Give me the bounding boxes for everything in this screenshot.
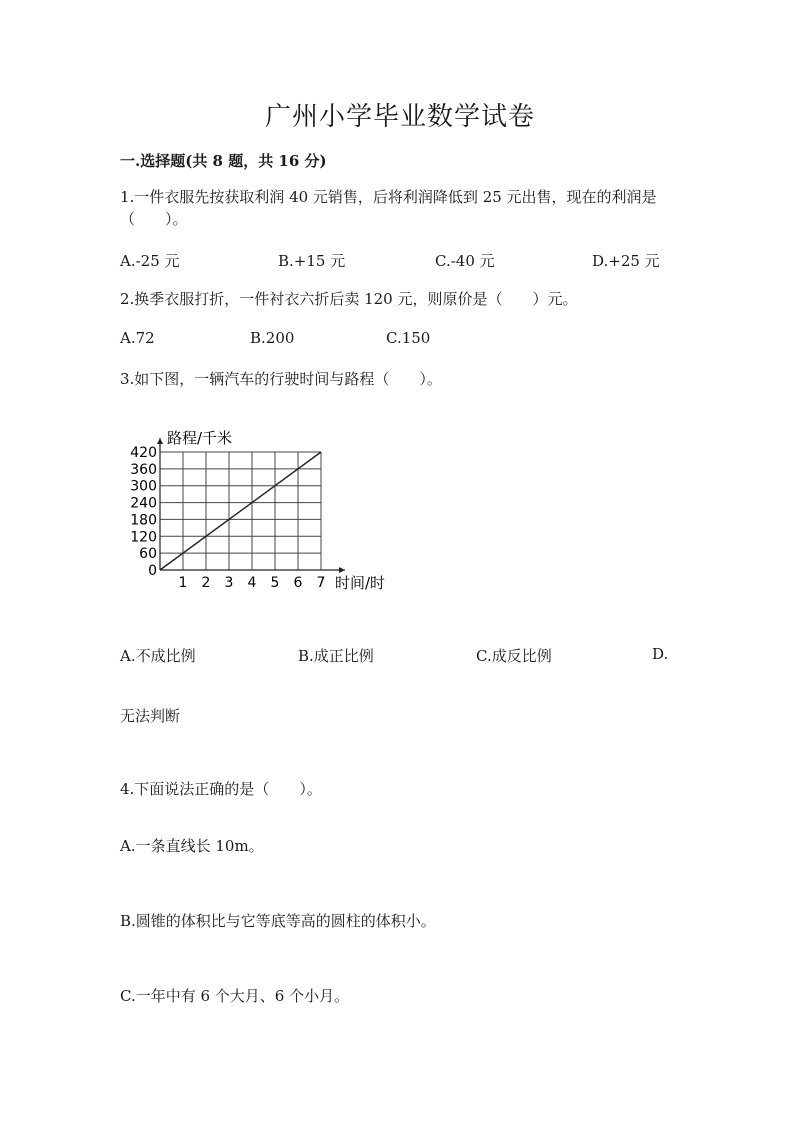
- x-tick-label: 3: [224, 575, 234, 591]
- q3-option-d-text: 无法判断: [120, 707, 181, 725]
- y-tick-label: 360: [130, 461, 157, 478]
- x-tick-label: 5: [270, 575, 280, 591]
- q3-option-b[interactable]: B.成正比例: [298, 647, 374, 665]
- x-tick-label: 4: [247, 575, 257, 591]
- q3-option-d[interactable]: D.: [652, 645, 669, 663]
- x-tick-label: 2: [201, 575, 211, 591]
- x-tick-label: 6: [293, 575, 303, 591]
- y-axis-arrow: [157, 438, 163, 444]
- q3-option-c[interactable]: C.成反比例: [476, 647, 552, 665]
- q4-option-c[interactable]: C.一年中有 6 个大月、6 个小月。: [120, 987, 350, 1005]
- q4-option-b[interactable]: B.圆锥的体积比与它等底等高的圆柱的体积小。: [120, 912, 436, 930]
- q1-option-a[interactable]: A.-25 元: [120, 252, 180, 270]
- y-tick-label: 60: [139, 546, 157, 563]
- y-tick-label: 120: [130, 529, 157, 546]
- y-tick-label: 300: [130, 478, 157, 495]
- x-axis-arrow: [339, 567, 345, 573]
- question-1: 1.一件衣服先按获取利润 40 元销售，后将利润降低到 25 元出售，现在的利润是（ ）。: [120, 188, 657, 228]
- section-heading: 一.选择题(共 8 题，共 16 分): [120, 152, 327, 170]
- y-tick-label: 180: [130, 512, 157, 529]
- y-tick-label: 240: [130, 495, 157, 512]
- page-title: 广州小学毕业数学试卷: [264, 102, 535, 132]
- q2-option-c[interactable]: C.150: [386, 329, 431, 347]
- question-2: 2.换季衣服打折，一件衬衣六折后卖 120 元，则原价是（ ）元。: [120, 290, 578, 308]
- x-tick-label: 7: [316, 575, 326, 591]
- question-3: 3.如下图，一辆汽车的行驶时间与路程（ ）。: [120, 370, 442, 388]
- q1-option-d[interactable]: D.+25 元: [592, 252, 660, 270]
- q1-option-b[interactable]: B.+15 元: [278, 252, 346, 270]
- q1-option-c[interactable]: C.-40 元: [435, 252, 495, 270]
- y-axis-label: 路程/千米: [167, 429, 233, 447]
- y-tick-label: 0: [148, 563, 157, 579]
- q2-option-a[interactable]: A.72: [120, 329, 155, 347]
- distance-time-chart: [120, 420, 420, 600]
- q3-option-a[interactable]: A.不成比例: [120, 647, 196, 665]
- x-tick-label: 1: [178, 575, 188, 591]
- series-line: [160, 452, 321, 570]
- question-4: 4.下面说法正确的是（ ）。: [120, 780, 322, 798]
- y-tick-label: 420: [130, 445, 157, 461]
- x-axis-label: 时间/时: [335, 574, 386, 592]
- q4-option-a[interactable]: A.一条直线长 10m。: [120, 837, 264, 855]
- q2-option-b[interactable]: B.200: [250, 329, 295, 347]
